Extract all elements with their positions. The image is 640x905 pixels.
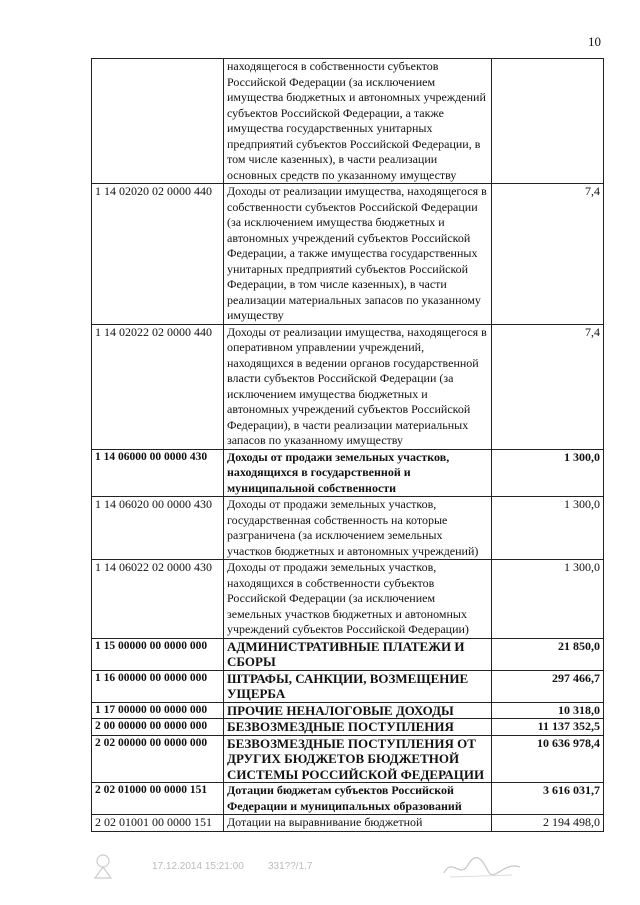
description-cell: Доходы от продажи земельных участков, находящихся в собственности субъектов Российской Федерации (за исключением земельных участков бюджетных и автономных учреждений субъектов Российской Федерации) [224, 560, 492, 639]
amount-cell: 10 318,0 [492, 702, 604, 719]
description-cell: БЕЗВОЗМЕЗДНЫЕ ПОСТУПЛЕНИЯ ОТ ДРУГИХ БЮДЖЕТОВ БЮДЖЕТНОЙ СИСТЕМЫ РОССИЙСКОЙ ФЕДЕРАЦИИ [224, 735, 492, 783]
table-row [92, 449, 604, 497]
page-number: 10 [588, 34, 601, 49]
table-row [92, 735, 604, 783]
revenue-table [91, 58, 604, 832]
description-cell: Дотации на выравнивание бюджетной [224, 815, 492, 832]
amount-cell: 1 300,0 [492, 560, 604, 639]
budget-code-cell: 1 14 02020 02 0000 440 [92, 184, 224, 325]
amount-cell: 1 300,0 [492, 449, 604, 497]
budget-code-cell: 1 14 06022 02 0000 430 [92, 560, 224, 639]
table-row [92, 324, 604, 449]
description-cell: АДМИНИСТРАТИВНЫЕ ПЛАТЕЖИ И СБОРЫ [224, 638, 492, 670]
amount-cell: 7,4 [492, 324, 604, 449]
budget-code-cell: 2 02 00000 00 0000 000 [92, 735, 224, 783]
description-cell: Доходы от реализации имущества, находящегося в оперативном управлении учреждений, находящихся в ведении органов государственной власти субъектов Российской Федерации (за исключением имущества бюджетных и автономных учреждений субъектов Российской Федерации), в части реализации материальных запасов по указанному имуществу [224, 324, 492, 449]
table-row [92, 783, 604, 815]
amount-cell [492, 59, 604, 184]
amount-cell: 10 636 978,4 [492, 735, 604, 783]
table-row [92, 497, 604, 560]
description-cell: Дотации бюджетам субъектов Российской Федерации и муниципальных образований [224, 783, 492, 815]
description-cell: БЕЗВОЗМЕЗДНЫЕ ПОСТУПЛЕНИЯ [224, 719, 492, 736]
amount-cell: 21 850,0 [492, 638, 604, 670]
table-row [92, 670, 604, 702]
table-row [92, 702, 604, 719]
table-row [92, 184, 604, 325]
budget-code-cell: 1 14 06000 00 0000 430 [92, 449, 224, 497]
budget-code-cell: 2 02 01000 00 0000 151 [92, 783, 224, 815]
amount-cell: 1 300,0 [492, 497, 604, 560]
footer-document-number: 331??/1.7 [268, 861, 313, 872]
description-cell: Доходы от продажи земельных участков, государственная собственность на которые разграничена (за исключением земельных участков бюджетных и автономных учреждений) [224, 497, 492, 560]
document-footer [92, 853, 552, 883]
budget-code-cell [92, 59, 224, 184]
table-row [92, 560, 604, 639]
table-row [92, 815, 604, 832]
footer-date: 17.12.2014 15:21:00 [152, 861, 244, 872]
revenue-table-body [92, 59, 604, 832]
description-cell: находящегося в собственности субъектов Российской Федерации (за исключением имущества бюджетных и автономных учреждений субъектов Российской Федерации, а также имущества государственных унитарных предприятий субъектов Российской Федерации, в том числе казенных), в части реализации основных средств по указанному имуществу [224, 59, 492, 184]
amount-cell: 11 137 352,5 [492, 719, 604, 736]
amount-cell: 3 616 031,7 [492, 783, 604, 815]
budget-code-cell: 2 00 00000 00 0000 000 [92, 719, 224, 736]
budget-code-cell: 1 14 06020 00 0000 430 [92, 497, 224, 560]
budget-code-cell: 1 17 00000 00 0000 000 [92, 702, 224, 719]
amount-cell: 2 194 498,0 [492, 815, 604, 832]
description-cell: Доходы от продажи земельных участков, находящихся в государственной и муниципальной собственности [224, 449, 492, 497]
budget-code-cell: 2 02 01001 00 0000 151 [92, 815, 224, 832]
signature-icon [442, 853, 522, 881]
amount-cell: 7,4 [492, 184, 604, 325]
budget-code-cell: 1 15 00000 00 0000 000 [92, 638, 224, 670]
table-row [92, 59, 604, 184]
amount-cell: 297 466,7 [492, 670, 604, 702]
table-row [92, 638, 604, 670]
budget-code-cell: 1 14 02022 02 0000 440 [92, 324, 224, 449]
table-row [92, 719, 604, 736]
description-cell: Доходы от реализации имущества, находящегося в собственности субъектов Российской Федерации (за исключением имущества бюджетных и автономных учреждений субъектов Российской Федерации, а также имущества государственных унитарных предприятий субъектов Российской Федерации, в том числе казенных), в части реализации материальных запасов по указанному имуществу [224, 184, 492, 325]
budget-code-cell: 1 16 00000 00 0000 000 [92, 670, 224, 702]
description-cell: ШТРАФЫ, САНКЦИИ, ВОЗМЕЩЕНИЕ УЩЕРБА [224, 670, 492, 702]
stamp-icon [92, 853, 114, 879]
description-cell: ПРОЧИЕ НЕНАЛОГОВЫЕ ДОХОДЫ [224, 702, 492, 719]
